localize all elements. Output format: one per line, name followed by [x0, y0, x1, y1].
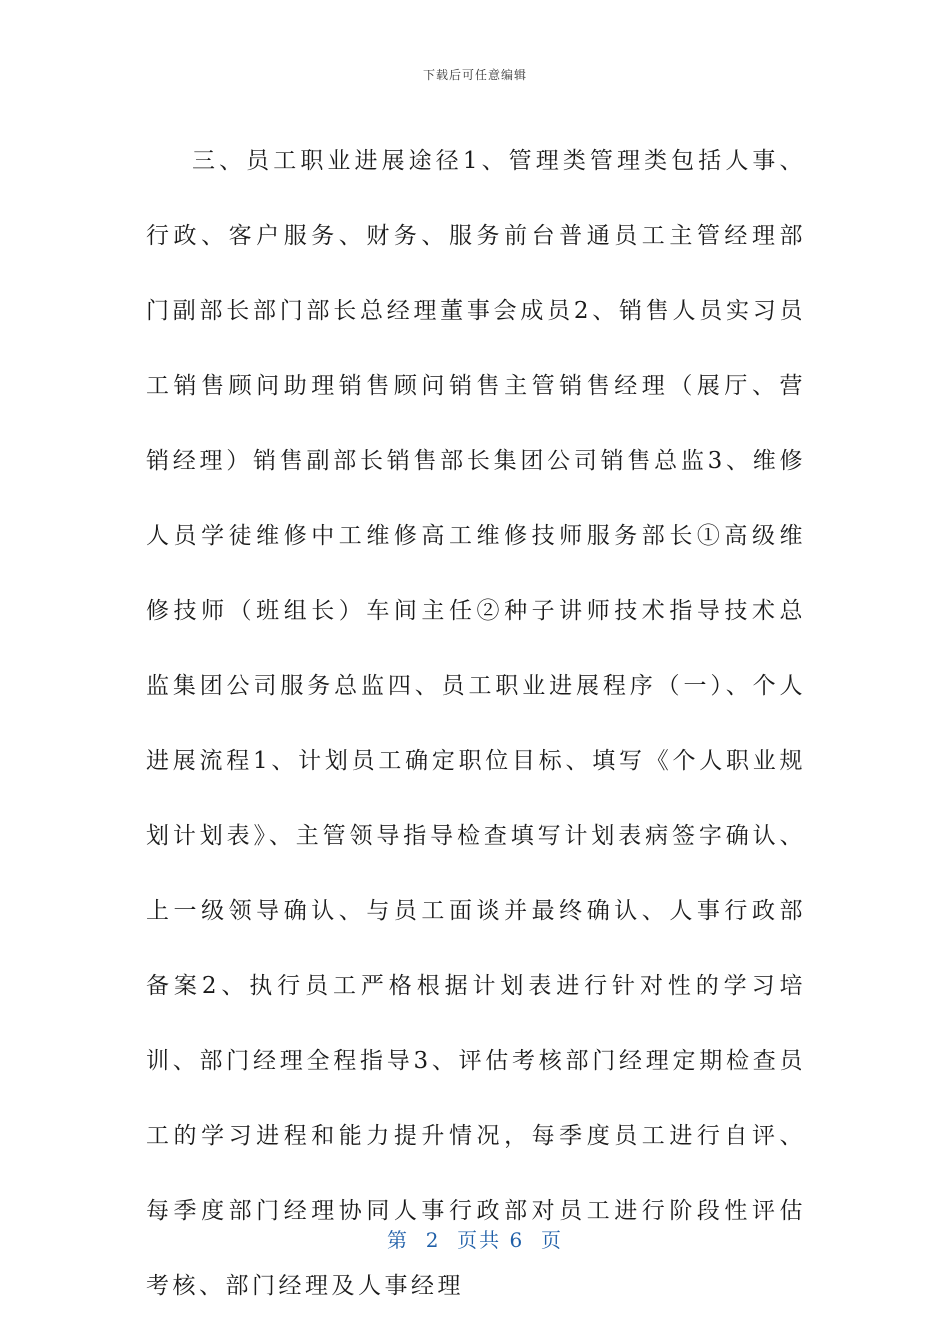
document-body-text: 三、员工职业进展途径1、管理类管理类包括人事、行政、客户服务、财务、服务前台普通员工主管经理部门副部长部门部长总经理董事会成员2、销售人员实习员工销售顾问助理销售顾问销售主管销售经理（展厅、营销经理）销售副部长销售部长集团公司销售总监3、维修人员学徒维修中工维修高工维修技师服务部长①高级维修技师（班组长）车间主任②种子讲师技术指导技术总监集团公司服务总监四、员工职业进展程序（一）、个人进展流程1、计划员工确定职位目标、填写《个人职业规划计划表》、主管领导指导检查填写计划表病签字确认、上一级领导确认、与员工面谈并最终确认、人事行政部备案2、执行员工严格根据计划表进行针对性的学习培训、部门经理全程指导3、评估考核部门经理定期检查员工的学习进程和能力提升情况，每季度员工进行自评、每季度部门经理协同人事行政部对员工进行阶段性评估考核、部门经理及人事经理 [146, 148, 806, 1299]
header-note: 下载后可任意编辑 [422, 68, 527, 82]
page-footer: 第 2 页共 6 页 [387, 1228, 563, 1252]
